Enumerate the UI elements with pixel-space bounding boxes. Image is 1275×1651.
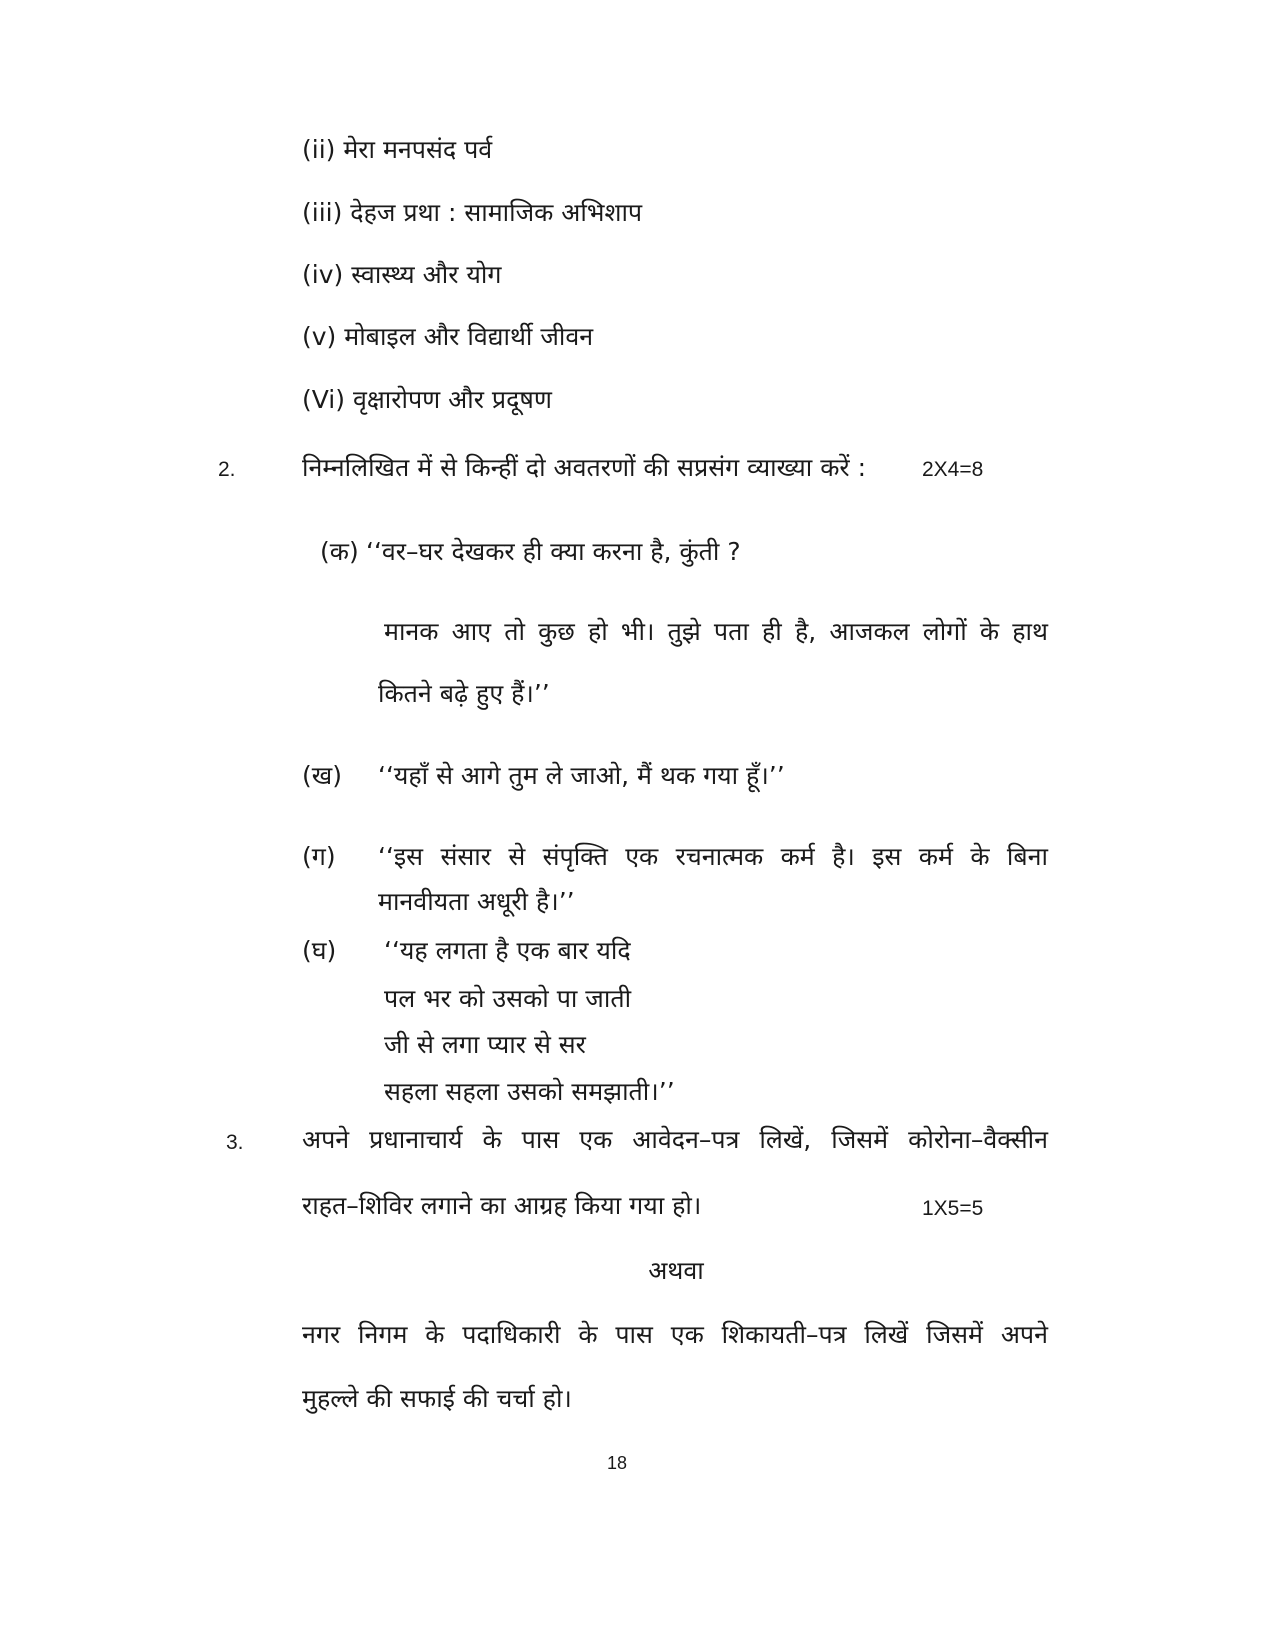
passage-label: (ख) (302, 761, 342, 790)
page-number: 18 (606, 1453, 628, 1473)
question-text: अपने प्रधानाचार्य के पास एक आवेदन–पत्र लिखें, जिसमें कोरोना–वैक्सीन (302, 1125, 1048, 1154)
passage-line: ‘‘इस संसार से संपृक्ति एक रचनात्मक कर्म है। इस कर्म के बिना (378, 842, 1048, 871)
or-separator: अथवा (648, 1256, 704, 1285)
passage-line: मानक आए तो कुछ हो भी। तुझे पता ही है, आजकल लोगों के हाथ (384, 617, 1048, 646)
passage-line: कितने बढ़े हुए हैं।’’ (378, 679, 550, 708)
poem-line: ‘‘यह लगता है एक बार यदि (384, 936, 631, 965)
passage-label: (क) (320, 537, 359, 566)
topic-item: (iii) देहज प्रथा : सामाजिक अभिशाप (302, 198, 643, 227)
topic-item: (iv) स्वास्थ्य और योग (302, 260, 502, 289)
passage-line: ‘‘वर–घर देखकर ही क्या करना है, कुंती ? (366, 537, 741, 566)
question-marks: 1X5=5 (922, 1197, 984, 1220)
question-number: 3. (226, 1131, 244, 1154)
poem-line: सहला सहला उसको समझाती।’’ (384, 1077, 675, 1106)
question-marks: 2X4=8 (922, 458, 984, 481)
passage-line: ‘‘यहाँ से आगे तुम ले जाओ, मैं थक गया हूँ।’’ (378, 761, 785, 790)
poem-line: जी से लगा प्यार से सर (384, 1030, 586, 1059)
question-text: मुहल्ले की सफाई की चर्चा हो। (302, 1384, 572, 1413)
question-text: राहत–शिविर लगाने का आग्रह किया गया हो। (302, 1191, 702, 1220)
topic-item: (v) मोबाइल और विद्यार्थी जीवन (302, 322, 594, 351)
question-number: 2. (218, 458, 236, 481)
topic-item: (ii) मेरा मनपसंद पर्व (302, 135, 493, 164)
topic-item: (Vi) वृक्षारोपण और प्रदूषण (302, 385, 552, 414)
poem-line: पल भर को उसको पा जाती (384, 984, 632, 1013)
question-text: निम्नलिखित में से किन्हीं दो अवतरणों की सप्रसंग व्याख्या करें : (302, 453, 866, 482)
passage-line: मानवीयता अधूरी है।’’ (378, 887, 575, 916)
question-text: नगर निगम के पदाधिकारी के पास एक शिकायती–पत्र लिखें जिसमें अपने (302, 1320, 1048, 1349)
passage-label: (ग) (302, 842, 336, 871)
passage-label: (घ) (302, 936, 337, 965)
